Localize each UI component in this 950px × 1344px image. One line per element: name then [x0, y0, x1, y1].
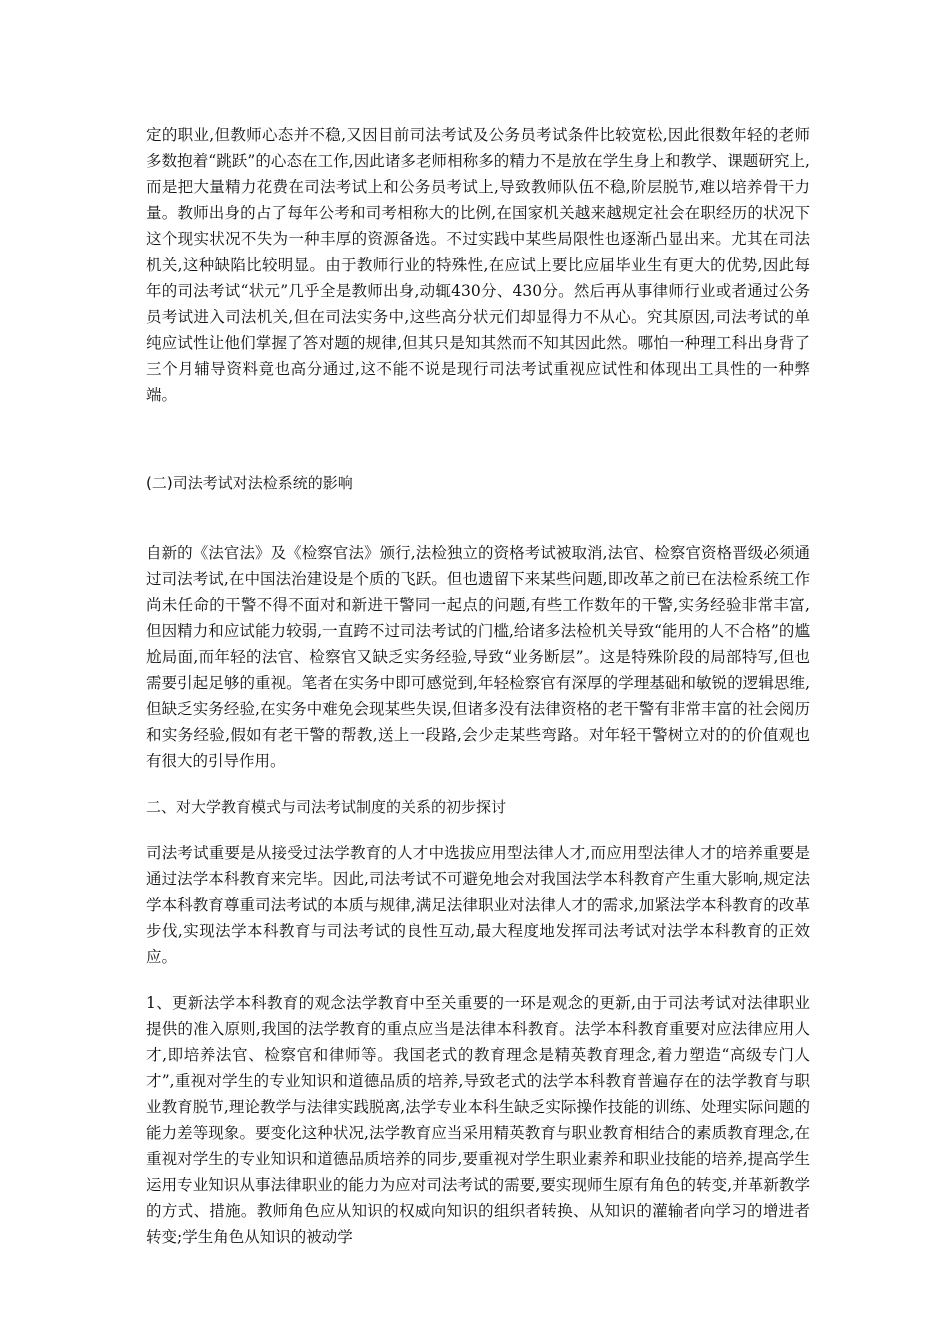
body-paragraph: 自新的《法官法》及《检察官法》颁行,法检独立的资格考试被取消,法官、检察官资格晋级必须通过司法考试,在中国法治建设是个质的飞跃。但也遗留下来某些问题,即改革之前已在法检系统工作尚未任命的干警不得不面对和新进干警同一起点的问题,有些工作数年的干警,实务经验非常丰富,但因精力和应试能力较弱,一直跨不过司法考试的门槛,给诸多法检机关导致“能用的人不合格”的尴尬局面,而年轻的法官、检察官又缺乏实务经验,导致“业务断层”。这是特殊阶段的局部特写,但也需要引起足够的重视。笔者在实务中即可感觉到,年轻检察官有深厚的学理基础和敏锐的逻辑思维,但缺乏实务经验,在实务中难免会现某些失误,但诸多没有法律资格的老干警有非常丰富的社会阅历和实务经验,假如有老干警的帮教,送上一段路,会少走某些弯路。对年轻干警树立对的的价值观也有很大的引导作用。 [146, 544, 810, 770]
document-page [146, 122, 810, 1250]
section-subheading: (二)司法考试对法检系统的影响 [146, 474, 353, 492]
body-paragraph: 定的职业,但教师心态并不稳,又因目前司法考试及公务员考试条件比较宽松,因此很数年轻的老师多数抱着“跳跃”的心态在工作,因此诸多老师相称多的精力不是放在学生身上和教学、课题研究上,而是把大量精力花费在司法考试上和公务员考试上,导致教师队伍不稳,阶层脱节,难以培养骨干力量。教师出身的占了每年公考和司考相称大的比例,在国家机关越来越规定社会在职经历的状况下这个现实状况不失为一种丰厚的资源备选。不过实践中某些局限性也逐渐凸显出来。尤其在司法机关,这种缺陷比较明显。由于教师行业的特殊性,在应试上要比应届毕业生有更大的优势,因此每年的司法考试“状元”几乎全是教师出身,动辄430分、430分。然后再从事律师行业或者通过公务员考试进入司法机关,但在司法实务中,这些高分状元们却显得力不从心。究其原因,司法考试的单纯应试性让他们掌握了答对题的规律,但其只是知其然而不知其因此然。哪怕一种理工科出身背了三个月辅导资料竟也高分通过,这不能不说是现行司法考试重视应试性和体现出工具性的一种弊端。 [146, 126, 810, 404]
body-paragraph: 司法考试重要是从接受过法学教育的人才中选拔应用型法律人才,而应用型法律人才的培养重要是通过法学本科教育来完毕。因此,司法考试不可避免地会对我国法学本科教育产生重大影响,规定法学本科教育尊重司法考试的本质与规律,满足法律职业对法律人才的需求,加紧法学本科教育的改革步伐,实现法学本科教育与司法考试的良性互动,最大程度地发挥司法考试对法学本科教育的正效应。 [146, 844, 810, 966]
body-paragraph: 1、更新法学本科教育的观念法学教育中至关重要的一环是观念的更新,由于司法考试对法律职业提供的准入原则,我国的法学教育的重点应当是法律本科教育。法学本科教育重要对应法律应用人才,即培养法官、检察官和律师等。我国老式的教育理念是精英教育理念,着力塑造“高级专门人才”,重视对学生的专业知识和道德品质的培养,导致老式的法学本科教育普遍存在的法学教育与职业教育脱节,理论教学与法律实践脱离,法学专业本科生缺乏实际操作技能的训练、处理实际问题的能力差等现象。要变化这种状况,法学教育应当采用精英教育与职业教育相结合的素质教育理念,在重视对学生的专业知识和道德品质培养的同步,要重视对学生职业素养和职业技能的培养,提高学生运用专业知识从事法律职业的能力为应对司法考试的需要,要实现师生原有角色的转变,并革新教学的方式、措施。教师角色应从知识的权威向知识的组织者转换、从知识的灌输者向学习的增进者转变;学生角色从知识的被动学 [146, 994, 810, 1246]
section-heading: 二、对大学教育模式与司法考试制度的关系的初步探讨 [146, 798, 507, 816]
